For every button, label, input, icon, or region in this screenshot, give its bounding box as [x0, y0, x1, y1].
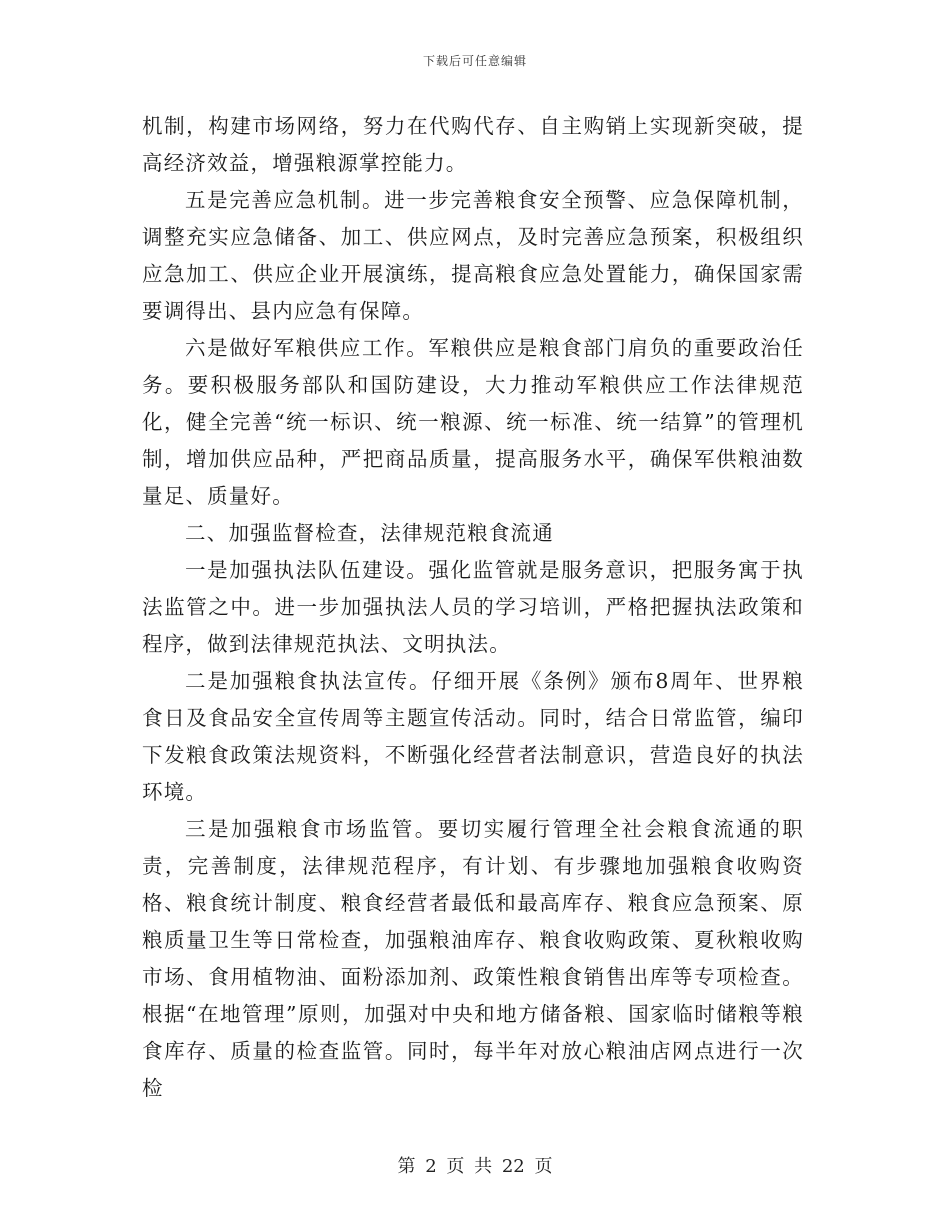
paragraph-1: 机制，构建市场网络，努力在代购代存、自主购销上实现新突破，提高经济效益，增强粮源掌控能力。 [142, 114, 804, 175]
paragraph-2: 五是完善应急机制。进一步完善粮食安全预警、应急保障机制，调整充实应急储备、加工、供应网点，及时完善应急预案，积极组织应急加工、供应企业开展演练，提高粮食应急处置能力，确保国家需要调得出、县内应急有保障。 [142, 188, 804, 323]
paragraph-6: 三是加强粮食市场监管。要切实履行管理全社会粮食流通的职责，完善制度，法律规范程序，有计划、有步骤地加强粮食收购资格、粮食统计制度、粮食经营者最低和最高库存、粮食应急预案、原粮质量卫生等日常检查，加强粮油库存、粮食收购政策、夏秋粮收购市场、食用植物油、面粉添加剂、政策性粮食销售出库等专项检查。根据“在地管理”原则，加强对中央和地方储备粮、国家临时储粮等粮食库存、质量的检查监管。同时，每半年对放心粮油店网点进行一次检 [142, 817, 804, 1100]
paragraph-5: 二是加强粮食执法宣传。仔细开展《条例》颁布8周年、世界粮食日及食品安全宣传周等主题宣传活动。同时，结合日常监管，编印下发粮食政策法规资料，不断强化经营者法制意识，营造良好的执法环境。 [142, 669, 804, 804]
page-footer: 第 2 页 共 22 页 [397, 1156, 553, 1177]
section-heading: 二、加强监督检查，法律规范粮食流通 [185, 521, 554, 545]
paragraph-3: 六是做好军粮供应工作。军粮供应是粮食部门肩负的重要政治任务。要积极服务部队和国防建设，大力推动军粮供应工作法律规范化，健全完善“统一标识、统一粮源、统一标准、统一结算”的管理机制，增加供应品种，严把商品质量，提高服务水平，确保军供粮油数量足、质量好。 [142, 336, 804, 508]
page-header: 下载后可任意编辑 [422, 54, 527, 68]
document-body [142, 108, 804, 1107]
paragraph-4: 一是加强执法队伍建设。强化监管就是服务意识，把服务寓于执法监管之中。进一步加强执法人员的学习培训，严格把握执法政策和程序，做到法律规范执法、文明执法。 [142, 558, 804, 656]
